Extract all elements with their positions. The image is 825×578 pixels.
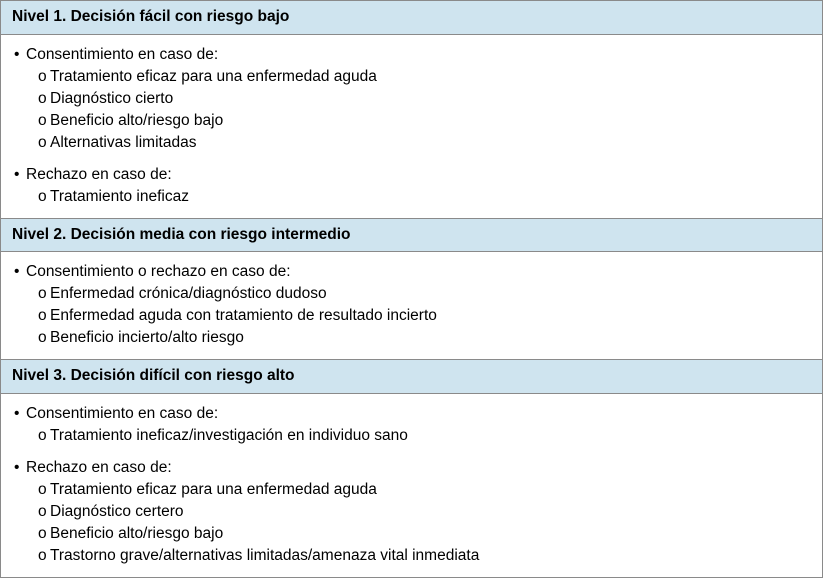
bullet-line: [12, 164, 812, 186]
bullet-dot-icon: •: [14, 263, 20, 281]
sub-line: [12, 66, 812, 88]
bullet-line: [12, 44, 812, 66]
bullet-text: Consentimiento en caso de:: [26, 45, 219, 63]
bullet-text: Rechazo en caso de:: [26, 458, 172, 476]
sub-bullet-icon: o: [38, 426, 47, 444]
bullet-text: Consentimiento o rechazo en caso de:: [26, 263, 291, 281]
sub-bullet-icon: o: [38, 546, 47, 564]
sub-bullet-icon: o: [38, 285, 47, 303]
bullet-dot-icon: •: [14, 458, 20, 476]
section-body-level-3: [1, 394, 822, 577]
sub-bullet-icon: o: [38, 111, 47, 129]
sub-text: Enfermedad aguda con tratamiento de resultado incierto: [50, 307, 437, 325]
bullet-line: [12, 403, 812, 425]
sub-text: Beneficio incierto/alto riesgo: [50, 329, 244, 347]
sub-line: [12, 283, 812, 305]
bullet-text: Rechazo en caso de:: [26, 165, 172, 183]
sub-line: [12, 132, 812, 154]
sub-text: Diagnóstico certero: [50, 502, 184, 520]
sub-text: Diagnóstico cierto: [50, 89, 174, 107]
sub-line: [12, 88, 812, 110]
sub-bullet-icon: o: [38, 187, 47, 205]
bullet-group: [12, 457, 812, 567]
sub-bullet-icon: o: [38, 89, 47, 107]
sub-text: Tratamiento ineficaz: [50, 187, 189, 205]
sub-text: Tratamiento eficaz para una enfermedad aguda: [50, 480, 377, 498]
section-header-level-2: Nivel 2. Decisión media con riesgo intermedio: [1, 219, 822, 253]
sub-text: Beneficio alto/riesgo bajo: [50, 111, 224, 129]
sub-line: [12, 425, 812, 447]
section-body-level-1: [1, 35, 822, 219]
bullet-group: [12, 261, 812, 349]
sub-line: [12, 327, 812, 349]
section-header-level-1: Nivel 1. Decisión fácil con riesgo bajo: [1, 1, 822, 35]
sub-line: [12, 545, 812, 567]
bullet-dot-icon: •: [14, 404, 20, 422]
sub-text: Alternativas limitadas: [50, 133, 197, 151]
sub-bullet-icon: o: [38, 133, 47, 151]
sub-bullet-icon: o: [38, 329, 47, 347]
bullet-line: [12, 261, 812, 283]
sub-text: Trastorno grave/alternativas limitadas/amenaza vital inmediata: [50, 546, 480, 564]
sub-line: [12, 479, 812, 501]
section-header-level-3: Nivel 3. Decisión difícil con riesgo alto: [1, 360, 822, 394]
sub-bullet-icon: o: [38, 307, 47, 325]
bullet-group: [12, 44, 812, 154]
sub-text: Enfermedad crónica/diagnóstico dudoso: [50, 285, 327, 303]
sub-text: Tratamiento ineficaz/investigación en individuo sano: [50, 426, 408, 444]
section-body-level-2: [1, 252, 822, 360]
sub-text: Beneficio alto/riesgo bajo: [50, 524, 224, 542]
sub-text: Tratamiento eficaz para una enfermedad aguda: [50, 67, 377, 85]
bullet-text: Consentimiento en caso de:: [26, 404, 219, 422]
bullet-dot-icon: •: [14, 165, 20, 183]
sub-bullet-icon: o: [38, 480, 47, 498]
bullet-line: [12, 457, 812, 479]
bullet-dot-icon: •: [14, 45, 20, 63]
sub-bullet-icon: o: [38, 67, 47, 85]
sub-bullet-icon: o: [38, 524, 47, 542]
bullet-group: [12, 164, 812, 208]
sub-bullet-icon: o: [38, 502, 47, 520]
sub-line: [12, 523, 812, 545]
sub-line: [12, 186, 812, 208]
sub-line: [12, 305, 812, 327]
bullet-group: [12, 403, 812, 447]
sub-line: [12, 110, 812, 132]
sub-line: [12, 501, 812, 523]
